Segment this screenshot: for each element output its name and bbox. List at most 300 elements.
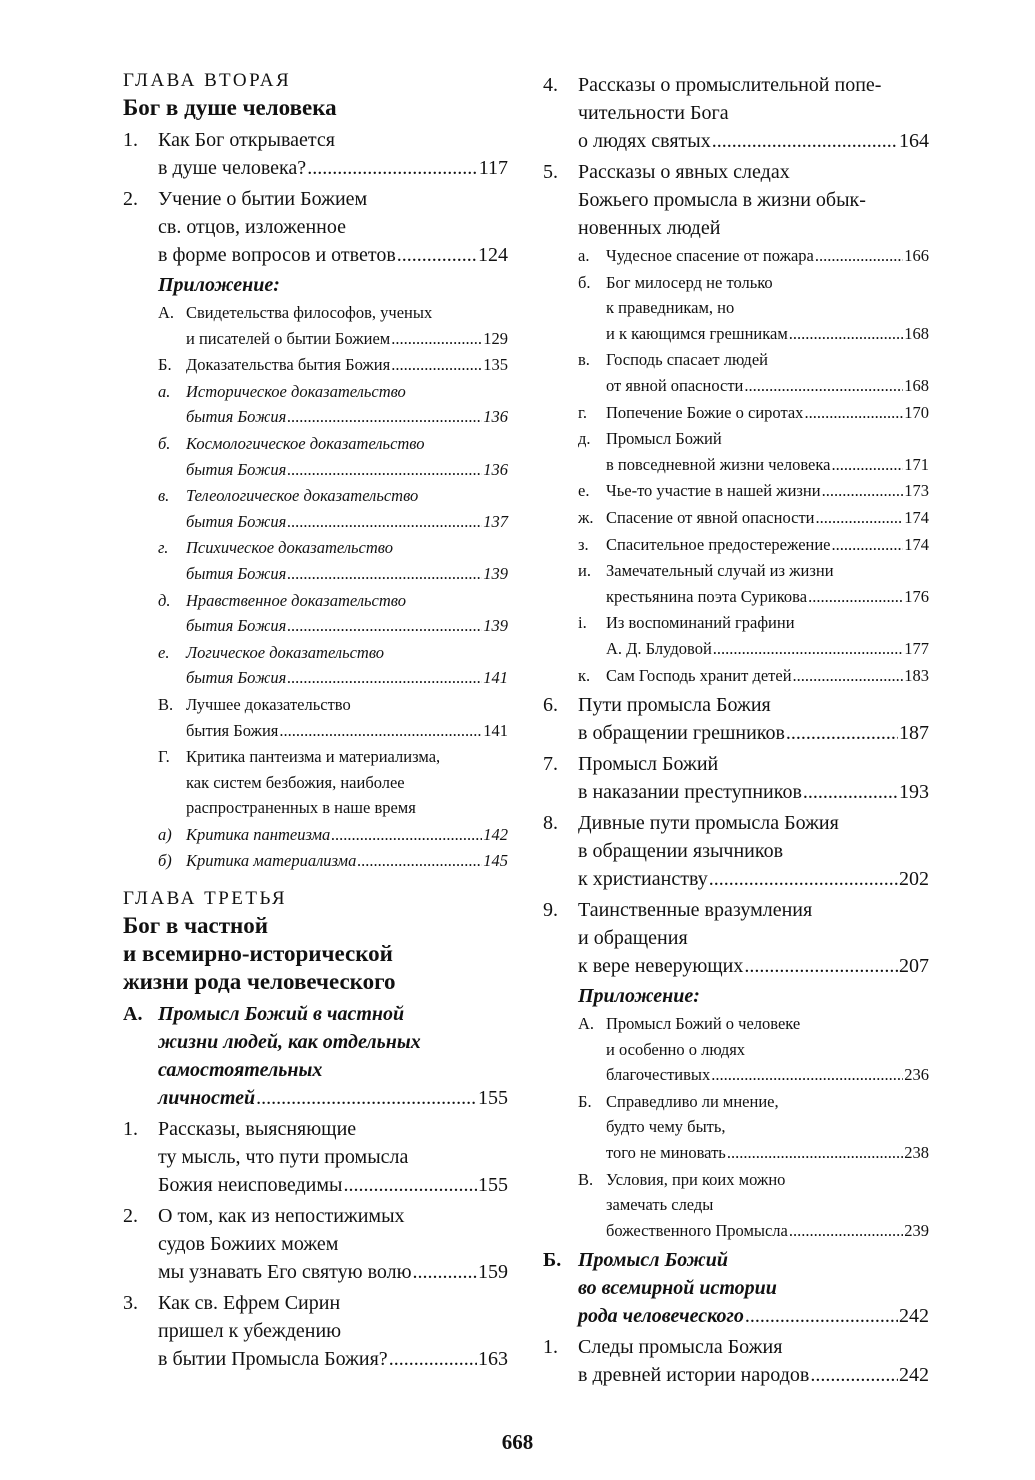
dot-leader	[793, 663, 904, 689]
toc-entry-number: и.	[578, 561, 591, 581]
toc-entry-number: б)	[158, 851, 172, 871]
toc-entry-line: Учение о бытии Божием	[158, 188, 368, 210]
toc-entry-page: 242	[899, 1364, 929, 1387]
toc-entry-line	[186, 613, 508, 639]
toc-entry	[158, 352, 508, 378]
toc-entry-page: 124	[478, 244, 508, 266]
toc-entry	[123, 1289, 508, 1373]
toc-entry-number: А.	[158, 303, 175, 322]
toc-entry-line: новенных людей	[578, 217, 721, 239]
toc-entry-text	[578, 71, 929, 155]
toc-entry-line-text: Доказательства бытия Божия	[186, 355, 391, 375]
chapter-two-appendix-heading: Приложение:	[158, 274, 280, 296]
dot-leader	[287, 665, 482, 691]
dot-leader	[343, 1171, 477, 1199]
toc-entry	[578, 426, 929, 477]
toc-entry	[158, 431, 508, 482]
toc-entry-line	[606, 321, 929, 347]
dot-leader	[803, 778, 898, 806]
toc-entry-line-text: бытия Божия	[186, 459, 287, 479]
page-number: 668	[501, 1430, 534, 1454]
toc-entry-line	[186, 822, 508, 848]
dot-leader	[397, 241, 477, 269]
toc-entry-number: А.	[578, 1014, 595, 1034]
toc-entry-line	[606, 478, 929, 504]
toc-entry	[543, 1333, 929, 1389]
toc-entry-line: Психическое доказательство	[186, 538, 393, 558]
toc-entry-line	[186, 561, 508, 587]
toc-entry-line-text: в обращении грешников	[578, 722, 785, 745]
toc-entry-line-text: личностей	[158, 1087, 256, 1110]
toc-entry-number: г.	[578, 402, 588, 422]
toc-entry-line: замечать следы	[606, 1195, 714, 1215]
toc-entry-number: в.	[578, 350, 590, 370]
toc-entry-line	[186, 718, 508, 744]
toc-entry-line	[606, 400, 929, 426]
toc-entry-line: Как св. Ефрем Сирин	[158, 1292, 341, 1315]
toc-entry-line: Промысл Божий	[606, 429, 722, 449]
toc-entry	[543, 158, 929, 242]
right-entries-top	[543, 71, 929, 242]
toc-entry-line-text: бытия Божия	[186, 668, 287, 688]
toc-entry-line-text: А. Д. Блудовой	[606, 638, 712, 658]
toc-entry-line	[606, 636, 929, 662]
toc-entry-number: е.	[578, 481, 590, 501]
toc-entry-line-text: бытия Божия	[186, 720, 279, 740]
toc-entry-line	[606, 243, 929, 269]
chapter-three-title-line: жизни рода человеческого	[123, 969, 396, 995]
toc-entry	[123, 185, 508, 269]
toc-entry-number: д.	[158, 590, 171, 610]
toc-entry-number: Б.	[543, 1249, 562, 1272]
toc-entry	[158, 744, 508, 821]
dot-leader	[711, 1062, 903, 1088]
toc-entry-line	[606, 1218, 929, 1244]
toc-entry-line	[186, 352, 508, 378]
toc-entry-line-text: мы узнавать Его святую волю	[158, 1261, 412, 1284]
toc-entry-text	[606, 1089, 929, 1166]
toc-entry	[158, 848, 508, 874]
toc-entry-line: Логическое доказательство	[186, 642, 385, 662]
toc-entry	[123, 1115, 508, 1199]
toc-entry	[578, 505, 929, 531]
dot-leader	[727, 1140, 903, 1166]
toc-entry-line: Божьего промысла в жизни обык-	[578, 189, 866, 211]
toc-entry-line-text: бытия Божия	[186, 407, 287, 427]
toc-entry-line: чительности Бога	[578, 102, 729, 124]
toc-entry-line: Следы промысла Божия	[578, 1336, 783, 1359]
dot-leader	[307, 154, 478, 182]
toc-entry-text	[606, 347, 929, 398]
dot-leader	[413, 1258, 477, 1286]
toc-entry-page: 242	[899, 1305, 929, 1328]
toc-entry-line: Господь спасает людей	[606, 350, 768, 370]
toc-entry-page: 136	[483, 407, 508, 427]
toc-entry-text	[158, 185, 508, 269]
toc-entry-number: Г.	[158, 747, 170, 767]
toc-entry-line	[186, 404, 508, 430]
toc-entry-number: 2.	[123, 1205, 138, 1228]
toc-entry	[158, 483, 508, 534]
toc-entry-number: 6.	[543, 694, 558, 717]
toc-entry	[158, 822, 508, 848]
toc-entry-text	[578, 1246, 929, 1330]
toc-entry-line	[186, 326, 508, 352]
toc-entry-line-text: Попечение Божие о сиротах	[606, 402, 804, 422]
toc-entry-page: 163	[478, 1348, 508, 1371]
toc-entry-line: и особенно о людях	[606, 1039, 746, 1059]
toc-entry-line	[158, 1258, 508, 1286]
toc-entry-number: 2.	[123, 188, 138, 210]
toc-entry-line: св. отцов, изложенное	[158, 216, 346, 238]
toc-entry-text	[186, 822, 508, 848]
section-entry	[543, 1246, 929, 1330]
dot-leader	[391, 326, 482, 352]
left-column	[123, 68, 508, 1373]
toc-entry-line: будто чему быть,	[606, 1117, 726, 1137]
toc-entry	[578, 663, 929, 689]
toc-entry-page: 187	[899, 722, 929, 745]
toc-entry-text	[606, 1011, 929, 1088]
toc-entry-page: 141	[483, 720, 508, 740]
toc-entry-line: во всемирной истории	[578, 1277, 777, 1300]
toc-entry-line: Из воспоминаний графини	[606, 613, 795, 633]
toc-entry-number: 1.	[123, 1118, 138, 1141]
toc-entry-line: Таинственные вразумления	[578, 899, 813, 922]
toc-entry	[123, 1202, 508, 1286]
toc-entry-line-text: Божия неисповедимы	[158, 1174, 343, 1197]
toc-entry-line-text: в бытии Промысла Божия?	[158, 1348, 388, 1371]
toc-entry-line: Пути промысла Божия	[578, 694, 771, 717]
toc-entry-page: 137	[483, 511, 508, 531]
toc-entry	[578, 1167, 929, 1244]
toc-entry-line: Промысл Божий	[578, 753, 719, 776]
dot-leader	[789, 1218, 903, 1244]
toc-entry-number: б.	[578, 272, 591, 292]
toc-entry-text	[578, 158, 929, 242]
toc-entry-line-text: Критика пантеизма	[186, 824, 331, 844]
toc-entry-text	[606, 505, 929, 531]
toc-entry-line	[578, 865, 929, 893]
toc-entry-page: 129	[483, 328, 508, 348]
right-entries-mid	[543, 691, 929, 980]
toc-entry-page: 168	[904, 323, 929, 343]
dot-leader	[287, 561, 482, 587]
chapter-two-title: Бог в душе человека	[123, 95, 337, 120]
toc-entry	[578, 1011, 929, 1088]
toc-entry-line: Телеологическое доказательство	[186, 486, 419, 506]
section-entry	[123, 1000, 508, 1112]
toc-entry-line: Бог милосерд не только	[606, 272, 773, 292]
toc-entry-line: Промысл Божий в частной	[158, 1003, 405, 1026]
dot-leader	[713, 636, 903, 662]
toc-entry-line-text: о людях святых	[578, 130, 711, 152]
dot-leader	[808, 584, 903, 610]
toc-entry-text	[606, 400, 929, 426]
toc-entry-line	[578, 719, 929, 747]
right-sub-items	[543, 243, 929, 688]
toc-entry-line	[158, 1171, 508, 1199]
toc-entry-text	[606, 610, 929, 661]
dot-leader	[822, 478, 904, 504]
toc-entry-number: В.	[578, 1169, 594, 1189]
toc-entry-text	[606, 558, 929, 609]
dot-leader	[815, 243, 903, 269]
toc-entry-page: 139	[483, 616, 508, 636]
chapter-three-label: ГЛАВА ТРЕТЬЯ	[123, 888, 288, 910]
dot-leader	[804, 400, 903, 426]
toc-entry-line: О том, как из непостижимых	[158, 1205, 405, 1228]
toc-entry-text	[578, 809, 929, 893]
toc-entry-number: В.	[158, 694, 174, 714]
toc-entry-line-text: Чье-то участие в нашей жизни	[606, 481, 821, 501]
toc-entry-number: з.	[578, 534, 589, 554]
dot-leader	[287, 457, 482, 483]
toc-entry-page: 193	[899, 781, 929, 804]
dot-leader	[786, 719, 898, 747]
toc-entry	[123, 126, 508, 182]
toc-entry-line-text: бытия Божия	[186, 511, 287, 531]
toc-entry-text	[158, 1289, 508, 1373]
toc-entry-text	[578, 1333, 929, 1389]
toc-entry-line: Замечательный случай из жизни	[606, 561, 834, 581]
toc-entry-number: Б.	[158, 355, 172, 375]
toc-entry-page: 164	[899, 130, 929, 152]
chapter-three-title-line: и всемирно-исторической	[123, 941, 393, 967]
toc-entry-number: к.	[578, 665, 591, 685]
toc-entry-text	[186, 352, 508, 378]
toc-entry-text	[158, 126, 508, 182]
toc-entry	[578, 478, 929, 504]
toc-entry-line: распространенных в наше время	[186, 798, 416, 818]
toc-entry	[158, 692, 508, 743]
toc-entry-number: 4.	[543, 74, 558, 96]
toc-entry-page: 177	[904, 638, 929, 658]
toc-entry-line: Промысл Божий о человеке	[606, 1014, 801, 1034]
dot-leader	[331, 822, 482, 848]
toc-entry-line: Критика пантеизма и материализма,	[186, 747, 441, 767]
toc-entry-page: 136	[483, 459, 508, 479]
toc-entry-page: 207	[899, 955, 929, 978]
dot-leader	[745, 1302, 898, 1330]
toc-entry-line-text: в форме вопросов и ответов	[158, 244, 396, 266]
toc-entry-number: i.	[578, 613, 587, 633]
toc-entry-line-text: в древней истории народов	[578, 1364, 810, 1387]
right-appendix-heading: Приложение:	[578, 985, 700, 1008]
right-column	[543, 68, 929, 1389]
toc-entry-number: в.	[158, 486, 170, 506]
toc-entry-line: Рассказы о промыслительной попе-	[578, 74, 882, 96]
toc-entry-line: Справедливо ли мнение,	[606, 1091, 779, 1111]
toc-entry-line	[606, 373, 929, 399]
toc-entry-text	[606, 1167, 929, 1244]
toc-entry-number: а)	[158, 824, 172, 844]
toc-entry-page: 174	[904, 534, 929, 554]
dot-leader	[712, 127, 898, 155]
toc-entry-page: 135	[483, 355, 508, 375]
toc-entry-text	[158, 1202, 508, 1286]
toc-entry	[578, 270, 929, 347]
toc-entry-line-text: в повседневной жизни человека	[606, 454, 831, 474]
toc-entry-line-text: от явной опасности	[606, 375, 744, 395]
toc-entry-number: А.	[123, 1003, 143, 1026]
toc-entry-line	[578, 952, 929, 980]
toc-entry-line: Промысл Божий	[578, 1249, 729, 1272]
toc-entry-page: 238	[904, 1143, 929, 1163]
toc-entry-line-text: Сам Господь хранит детей	[606, 665, 792, 685]
toc-entry-number: 1.	[543, 1336, 558, 1359]
toc-entry	[578, 558, 929, 609]
toc-entry-line-text: Критика материализма	[186, 851, 357, 871]
toc-entry-page: 236	[904, 1065, 929, 1085]
toc-entry-line	[606, 452, 929, 478]
toc-entry-line	[606, 663, 929, 689]
toc-entry-text	[606, 478, 929, 504]
toc-entry-line	[158, 1084, 508, 1112]
toc-entry-page: 176	[904, 586, 929, 606]
toc-entry-text	[578, 896, 929, 980]
dot-leader	[357, 848, 482, 874]
toc-entry-line-text: в душе человека?	[158, 157, 307, 179]
toc-entry-number: ж.	[578, 507, 594, 527]
dot-leader	[744, 952, 898, 980]
toc-entry-page: 142	[483, 824, 508, 844]
toc-entry-number: б.	[158, 433, 171, 453]
toc-entry-text	[186, 535, 508, 586]
toc-entry	[578, 532, 929, 558]
toc-entry-number: 9.	[543, 899, 558, 922]
toc-entry-page: 117	[478, 157, 508, 179]
toc-entry	[543, 896, 929, 980]
toc-entry-line: Условия, при коих можно	[606, 1169, 786, 1189]
toc-entry-line: Свидетельства философов, ученых	[186, 303, 433, 322]
toc-entry-text	[606, 532, 929, 558]
toc-entry	[578, 1089, 929, 1166]
right-entries-bottom	[543, 1333, 929, 1389]
toc-entry-page: 155	[478, 1174, 508, 1197]
section-b-heading	[543, 1246, 929, 1330]
toc-entry-line: Космологическое доказательство	[186, 433, 425, 453]
toc-entry-number: 8.	[543, 812, 558, 835]
toc-entry-line-text: и писателей о бытии Божием	[186, 328, 391, 348]
toc-entry-line	[578, 778, 929, 806]
toc-entry	[543, 691, 929, 747]
toc-entry-line: Как Бог открывается	[158, 129, 335, 151]
toc-entry-line	[606, 584, 929, 610]
toc-entry-text	[186, 848, 508, 874]
toc-entry-line-text: к вере неверующих	[578, 955, 744, 978]
toc-entry-text	[186, 692, 508, 743]
dot-leader	[256, 1084, 477, 1112]
toc-entry-line: Рассказы, выясняющие	[158, 1118, 357, 1141]
toc-entry-line	[186, 665, 508, 691]
toc-entry-line: пришел к убеждению	[158, 1320, 342, 1343]
chapter-two-appendix	[123, 300, 508, 874]
toc-entry-page: 170	[904, 402, 929, 422]
toc-entry-line: Историческое доказательство	[186, 381, 406, 401]
toc-entry-line	[578, 127, 929, 155]
toc-entry-line	[606, 1140, 929, 1166]
toc-entry-line-text: в наказании преступников	[578, 781, 802, 804]
toc-entry-text	[186, 300, 508, 351]
toc-entry	[158, 588, 508, 639]
toc-entry	[158, 300, 508, 351]
toc-entry-line-text: крестьянина поэта Сурикова	[606, 586, 808, 606]
toc-entry-text	[186, 431, 508, 482]
toc-entry-line	[606, 505, 929, 531]
toc-entry-line	[606, 532, 929, 558]
toc-entry-page: 202	[899, 868, 929, 891]
toc-entry-line: в обращении язычников	[578, 840, 784, 863]
toc-entry-line	[158, 1345, 508, 1373]
dot-leader	[391, 352, 482, 378]
toc-entry-line: самостоятельных	[158, 1059, 323, 1082]
toc-entry-line: судов Божиих можем	[158, 1233, 339, 1256]
toc-entry-number: 7.	[543, 753, 558, 776]
toc-entry-text	[606, 426, 929, 477]
toc-entry-text	[186, 640, 508, 691]
toc-entry-text	[158, 1115, 508, 1199]
toc-entry-line: ту мысль, что пути промысла	[158, 1146, 409, 1169]
toc-entry-line-text: Спасение от явной опасности	[606, 507, 815, 527]
dot-leader	[789, 321, 903, 347]
toc-entry-line	[578, 1302, 929, 1330]
dot-leader	[815, 505, 903, 531]
toc-entry-text	[186, 379, 508, 430]
toc-entry-line	[186, 848, 508, 874]
toc-entry-page: 183	[904, 665, 929, 685]
dot-leader	[810, 1361, 898, 1389]
dot-leader	[832, 532, 904, 558]
toc-entry-text	[186, 588, 508, 639]
toc-entry-line: Дивные пути промысла Божия	[578, 812, 839, 835]
dot-leader	[744, 373, 903, 399]
toc-entry	[158, 379, 508, 430]
toc-entry-line	[578, 1361, 929, 1389]
chapter-three-entries	[123, 1115, 508, 1373]
toc-entry-line: Лучшее доказательство	[186, 694, 351, 714]
toc-entry-line-text: благочестивых	[606, 1065, 711, 1085]
toc-entry-line: Нравственное доказательство	[186, 590, 406, 610]
toc-entry-line	[186, 509, 508, 535]
dot-leader	[389, 1345, 477, 1373]
toc-entry-page: 168	[904, 375, 929, 395]
toc-entry	[578, 243, 929, 269]
toc-entry-number: е.	[158, 642, 170, 662]
toc-entry-line: и обращения	[578, 927, 688, 950]
toc-entry-line-text: бытия Божия	[186, 616, 287, 636]
toc-entry-page: 171	[904, 454, 929, 474]
toc-entry-number: а.	[578, 246, 590, 265]
toc-entry-line-text: Чудесное спасение от пожара	[606, 246, 814, 265]
toc-entry-text	[186, 483, 508, 534]
dot-leader	[287, 509, 482, 535]
toc-entry-line-text: бытия Божия	[186, 563, 287, 583]
toc-entry-text	[186, 744, 508, 821]
toc-entry-line-text: того не миновать	[606, 1143, 726, 1163]
toc-entry	[578, 347, 929, 398]
toc-entry-line-text: божественного Промысла	[606, 1220, 788, 1240]
toc-entry-text	[606, 663, 929, 689]
chapter-two-label: ГЛАВА ВТОРАЯ	[123, 70, 292, 91]
dot-leader	[287, 404, 482, 430]
toc-entry-line-text: и к кающимся грешникам	[606, 323, 788, 343]
toc-entry	[543, 750, 929, 806]
toc-entry-line	[606, 1062, 929, 1088]
toc-entry-number: 5.	[543, 161, 558, 183]
toc-entry-line-text: рода человеческого	[578, 1305, 744, 1328]
toc-entry-page: 173	[904, 481, 929, 501]
